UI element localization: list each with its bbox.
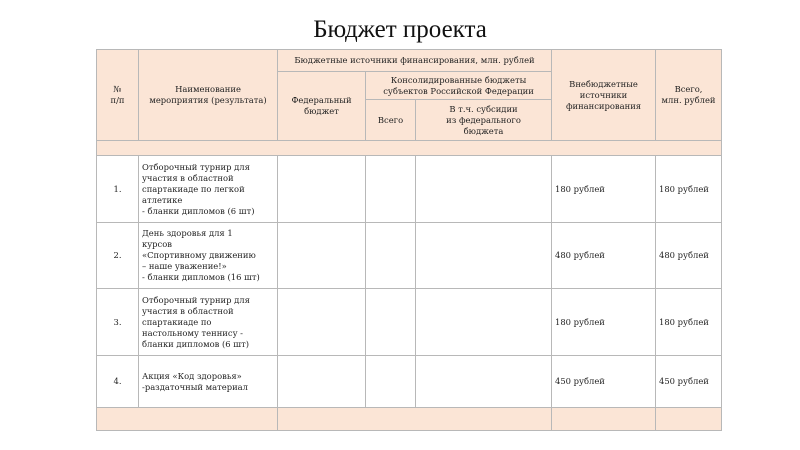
row-number: 1.: [97, 156, 139, 223]
table-row: [97, 356, 722, 408]
cell-consolidated-total: [366, 156, 416, 223]
table-row: [97, 156, 722, 223]
header-consolidated: Консолидированные бюджеты субъектов Российской Федерации: [366, 72, 552, 100]
header-total: Всего, млн. рублей: [656, 50, 722, 141]
page-title: Бюджет проекта: [313, 16, 487, 43]
row-number: 4.: [97, 356, 139, 408]
cell-subsidies: [416, 223, 552, 289]
cell-extra-budget: 180 рублей: [552, 289, 656, 356]
cell-federal: [278, 289, 366, 356]
cell-total: 450 рублей: [656, 356, 722, 408]
cell-subsidies: [416, 356, 552, 408]
cell-federal: [278, 356, 366, 408]
cell-consolidated-total: [366, 289, 416, 356]
cell-federal: [278, 156, 366, 223]
cell-extra-budget: 180 рублей: [552, 156, 656, 223]
header-extra-budget: Внебюджетные источники финансирования: [552, 50, 656, 141]
cell-subsidies: [416, 156, 552, 223]
cell-extra-budget: 480 рублей: [552, 223, 656, 289]
header-name: Наименование мероприятия (результата): [139, 50, 278, 141]
row-name: Акция «Код здоровья» -раздаточный материал: [139, 356, 278, 408]
spacer-row: [97, 141, 722, 156]
header-total-sub: Всего: [366, 100, 416, 141]
header-subsidies: В т.ч. субсидии из федерального бюджета: [416, 100, 552, 141]
header-budget-sources: Бюджетные источники финансирования, млн. рублей: [278, 50, 552, 72]
cell-extra-budget: 450 рублей: [552, 356, 656, 408]
row-number: 2.: [97, 223, 139, 289]
row-name: День здоровья для 1 курсов «Спортивному движению – наше уважение!» - бланки дипломов (16 шт): [139, 223, 278, 289]
cell-subsidies: [416, 289, 552, 356]
cell-total: 180 рублей: [656, 289, 722, 356]
cell-total: 180 рублей: [656, 156, 722, 223]
row-number: 3.: [97, 289, 139, 356]
cell-total: 480 рублей: [656, 223, 722, 289]
cell-consolidated-total: [366, 223, 416, 289]
table-row: [97, 289, 722, 356]
cell-federal: [278, 223, 366, 289]
header-num: № п/п: [97, 50, 139, 141]
row-name: Отборочный турнир для участия в областной спартакиаде по легкой атлетике - бланки дипломов (6 шт): [139, 156, 278, 223]
row-name: Отборочный турнир для участия в областной спартакиаде по настольному теннису - бланки дипломов (6 шт): [139, 289, 278, 356]
footer-row: [97, 408, 722, 431]
cell-consolidated-total: [366, 356, 416, 408]
table-row: [97, 223, 722, 289]
header-federal: Федеральный бюджет: [278, 72, 366, 141]
budget-table: [96, 49, 722, 431]
